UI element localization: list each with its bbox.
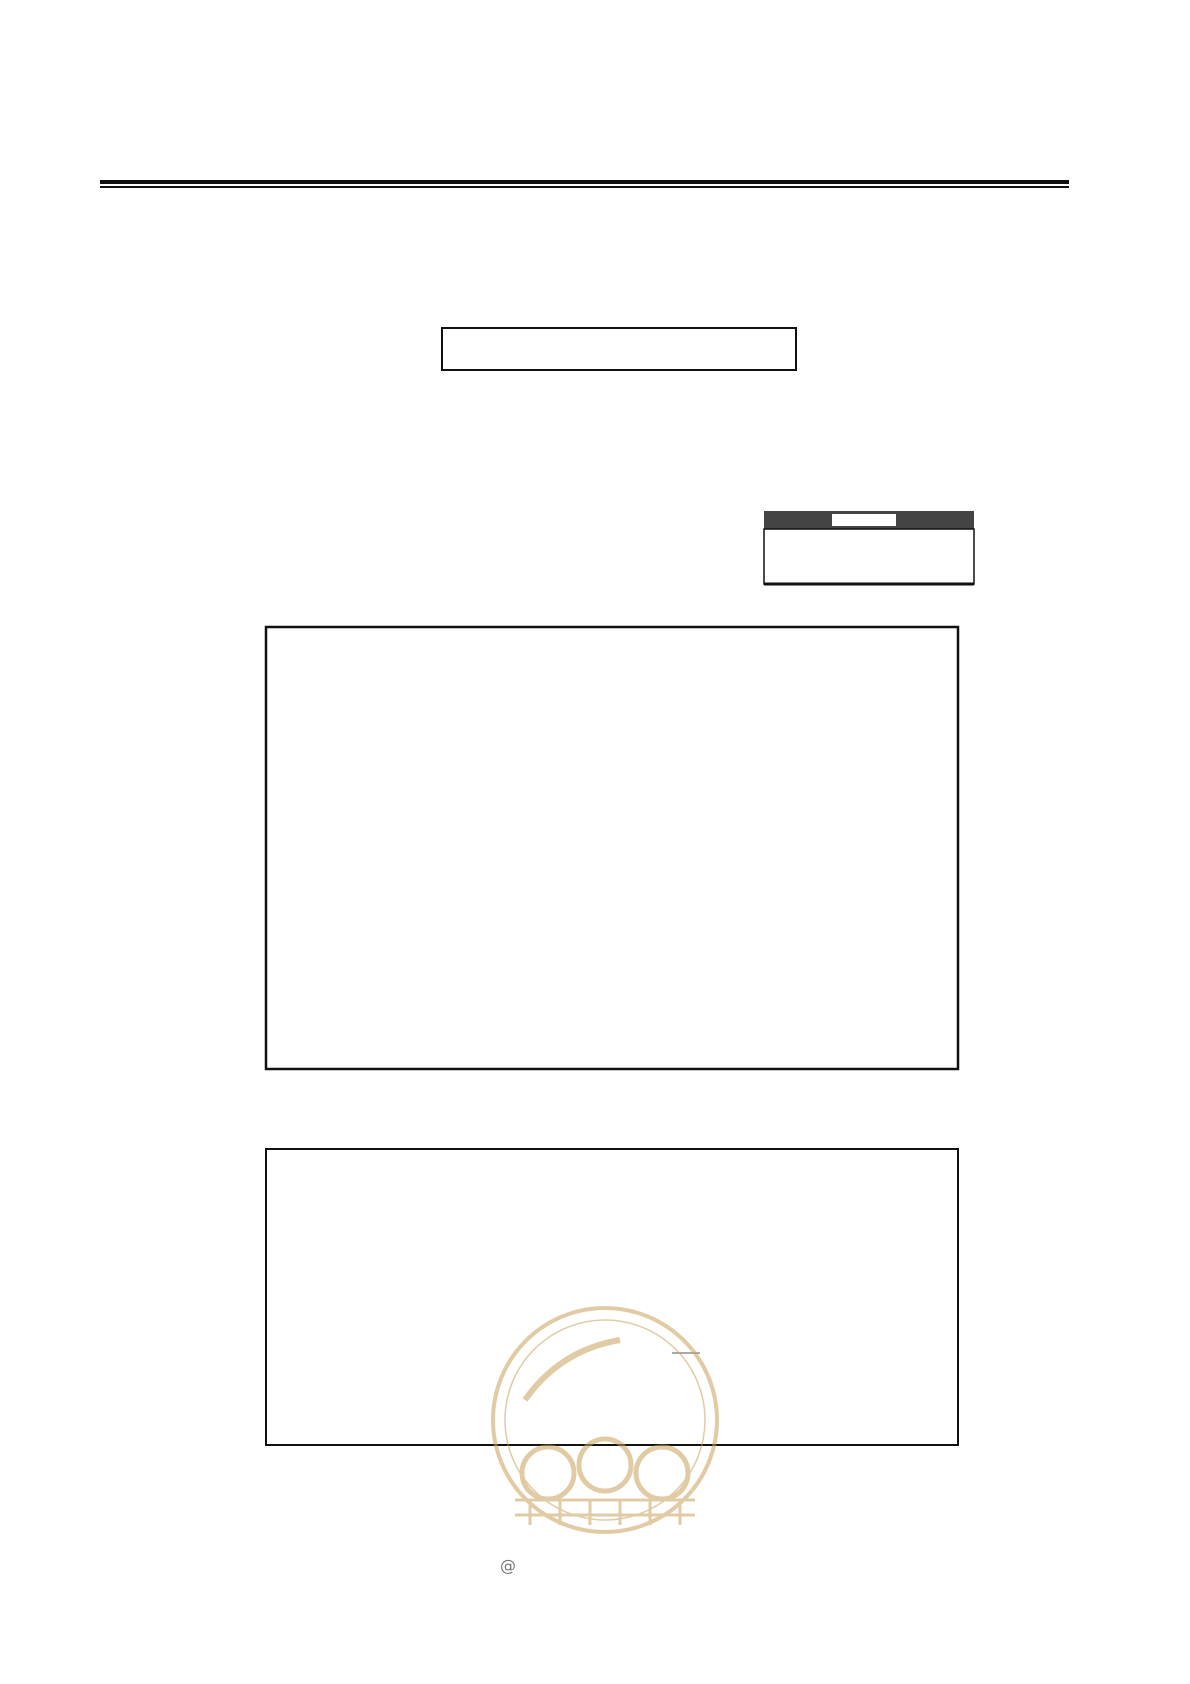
strain-plot-frame [266,627,958,1069]
inset-asphalt-tag [832,514,896,526]
modulus-plot-frame [266,1149,958,1445]
watermark-seal [493,1308,717,1532]
inset-lean-concrete-layer [764,529,974,584]
watermark-url: @ [500,1556,516,1575]
pavement-inset [764,511,974,584]
